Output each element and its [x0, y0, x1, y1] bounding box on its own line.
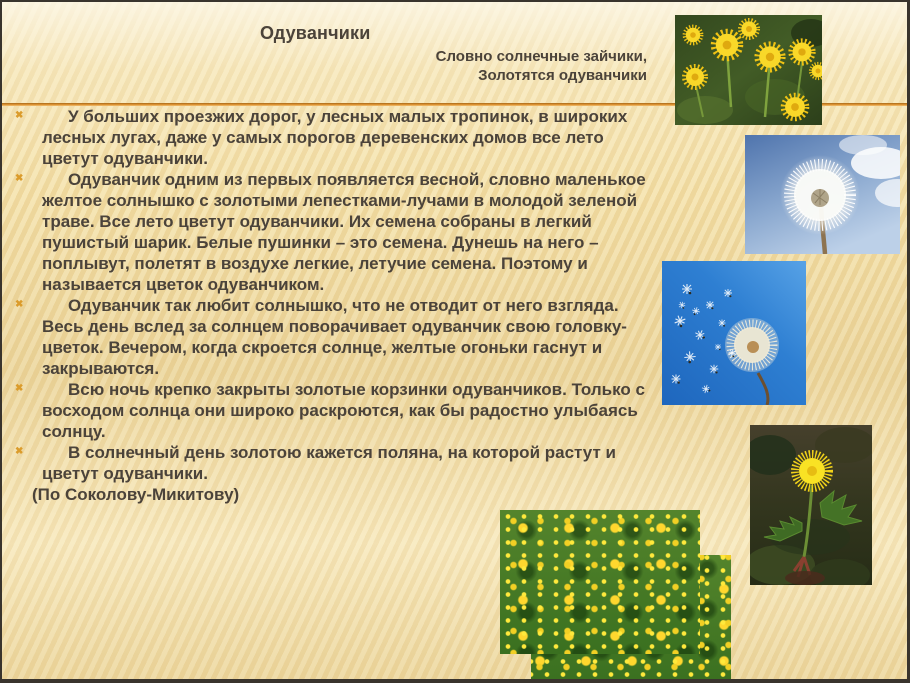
bullet-marker-icon: ✖ [15, 110, 24, 121]
bullet-marker-icon: ✖ [15, 383, 24, 394]
slide-title: Одуванчики [260, 23, 371, 43]
photo-dandelion-field-front [500, 510, 700, 654]
seedhead-image [745, 135, 900, 254]
attribution-text: (По Соколову-Микитову) [32, 485, 240, 504]
bullet-paragraph [2, 106, 654, 169]
slide-epigraph [262, 47, 647, 85]
photo-dandelion-seedhead [745, 135, 900, 254]
paragraph-text: Всю ночь крепко закрыты золотые корзинки одуванчиков. Только с восходом солнца они широко раскроются, как бы радостно улыбаясь солнцу. [42, 380, 645, 441]
photo-seeds-blowing [662, 261, 806, 405]
bullet-paragraph [2, 169, 654, 295]
dandelion-plant-image [750, 425, 872, 585]
bullet-marker-icon: ✖ [15, 299, 24, 310]
paragraph-text: В солнечный день золотою кажется поляна, на которой растут и цветут одуванчики. [42, 443, 616, 483]
dandelion-cluster-image [675, 15, 822, 125]
bullet-marker-icon: ✖ [15, 446, 24, 457]
epigraph-line-2: Золотятся одуванчики [478, 67, 647, 84]
paragraph-text: Одуванчик одним из первых появляется весной, словно маленькое желтое солнышко с золотыми лепестками-лучами в молодой зеленой траве. Все лето цветут одуванчики. Их семена собраны в легкий пушистый шарик. Белые пушинки – это семена. Дунешь на него – поплывут, полетят в воздухе легкие, летучие семена. Поэтому и называется цветок одуванчиком. [42, 170, 646, 294]
bullet-marker-icon: ✖ [15, 173, 24, 184]
bullet-paragraph [2, 295, 654, 379]
photo-dandelion-plant [750, 425, 872, 585]
paragraph-text: У больших проезжих дорог, у лесных малых тропинок, в широких лесных лугах, даже у самых порогов деревенских домов все лето цветут одуванчики. [42, 107, 628, 168]
bullet-paragraph [2, 442, 654, 484]
photo-yellow-dandelions [675, 15, 822, 125]
epigraph-line-1: Словно солнечные зайчики, [435, 48, 647, 65]
body-text [2, 106, 654, 505]
seeds-blowing-image [662, 261, 806, 405]
bullet-paragraph [2, 379, 654, 442]
paragraph-text: Одуванчик так любит солнышко, что не отводит от него взгляда. Весь день вслед за солнцем поворачивает одуванчик свою головку-цветок. Вечером, когда скроется солнце, желтые огоньки гаснут и закрываются. [42, 296, 627, 378]
